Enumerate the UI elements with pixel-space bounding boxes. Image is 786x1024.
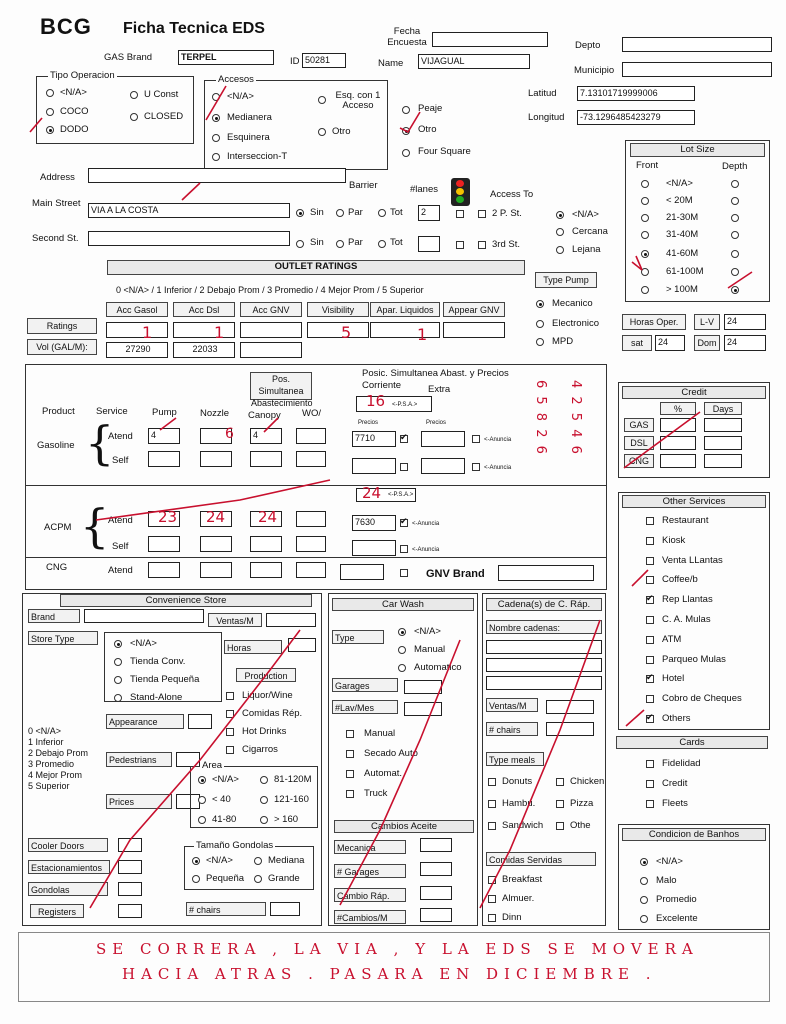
service-label: Restaurant (662, 515, 709, 526)
carwash-manual-label: Manual (414, 644, 446, 655)
outlet-col-header: Appear GNV (443, 302, 505, 317)
outlet-col-header: Acc Gasol (106, 302, 168, 317)
stroke-coffee-check (632, 570, 648, 586)
bcg-logo: BCG (40, 14, 92, 39)
tipo-coco-label: COCO (60, 106, 89, 117)
precios2-label: Precios (426, 420, 447, 426)
latitud-field[interactable]: 7.13101719999006 (577, 86, 695, 101)
meal-label: Pizza (570, 798, 594, 809)
dom-field[interactable]: 24 (724, 335, 766, 351)
hand-psa1: 16 (366, 392, 386, 410)
hand-acpm-pump: 23 (158, 508, 178, 526)
store-brand-label: Brand (28, 609, 80, 623)
store-prices-label: Prices (106, 794, 172, 809)
stroke-lot-1 (632, 256, 642, 270)
horas-oper-label: Horas Oper. (622, 314, 686, 330)
psa-label: <-P.S.A.> (392, 402, 418, 408)
stroke-store-diag (90, 630, 303, 908)
stroke-lot-2 (728, 272, 752, 288)
ngarages-label: # Garages (334, 864, 406, 878)
id-label: ID (290, 56, 300, 67)
tipo-closed-label: CLOSED (144, 111, 184, 122)
ncambios-label: #Cambios/M (334, 910, 406, 924)
store-type-na-label: <N/A> (130, 638, 157, 649)
meal-label: Chicken (570, 776, 605, 787)
tamano-pequena-label: Pequeña (206, 873, 245, 884)
hand-rating-visibility: 5 (341, 323, 352, 342)
cambios-aceite-title: Cambios Aceite (334, 820, 474, 833)
lot-front-label: Front (636, 160, 659, 171)
pump-mpd-label: MPD (552, 336, 574, 347)
hand-side-col1: 6 5 8 2 6 (533, 380, 548, 456)
depto-label: Depto (575, 40, 601, 51)
barrier1-sin-label: Sin (310, 207, 324, 218)
pump-electronico-label: Electronico (552, 318, 599, 329)
type-meals-label: Type meals (486, 752, 544, 766)
banos-label: <N/A> (656, 856, 683, 867)
four-square-label: Four Square (418, 146, 471, 157)
stroke-main-street (182, 183, 200, 200)
service-col-label: Service (96, 406, 128, 417)
tamano-grande-label: Grande (268, 873, 300, 884)
pump-col-label: Pump (152, 407, 177, 418)
hand-rating-gasol: 1 (142, 323, 153, 342)
outlet-col-header: Acc GNV (240, 302, 302, 317)
cng-label: CNG (46, 562, 68, 573)
acpm-anuncia-label: <-Anuncia (412, 521, 440, 527)
main-street-field[interactable]: VIA A LA COSTA (88, 203, 290, 218)
product-col-label: Product (42, 406, 75, 417)
canopy-col-label: Canopy (248, 410, 281, 421)
gas-self-label: Self (112, 455, 129, 466)
meal-label: Hambu. (502, 798, 536, 809)
cng-atend-label: Atend (108, 565, 133, 576)
meal-label: Othe (570, 820, 591, 831)
store-type-stand-label: Stand-Alone (130, 692, 183, 703)
banos-label: Excelente (656, 913, 698, 924)
lot-size-title: Lot Size (630, 143, 765, 157)
access-to-label: Access To (490, 189, 534, 200)
stroke-carwash-diag (340, 640, 460, 905)
barrier1-tot-label: Tot (390, 207, 403, 218)
pos-simultanea-label: Pos. Simultanea Abastecimiento (251, 374, 313, 408)
longitud-field[interactable]: -73.1296485423279 (577, 110, 695, 125)
cadena-ventas-label: Ventas/M (486, 698, 538, 712)
banos-label: Promedio (656, 894, 697, 905)
cards-title: Cards (616, 736, 768, 749)
store-chairs-label: # chairs (186, 902, 266, 916)
latitud-label: Latitud (528, 88, 557, 99)
address-label: Address (40, 172, 75, 183)
outlet-col-header: Visibility (307, 302, 369, 317)
store-product-label: Liquor/Wine (242, 690, 293, 701)
credit-pct-label: % (660, 402, 696, 415)
mecanica-label: Mecanica (334, 840, 406, 854)
pos-simultanea2-label: Posic. Simultanea Abast. y Precios (362, 368, 509, 379)
nombre-cadenas-label: Nombre cadenas: (486, 620, 602, 634)
acpm-label: ACPM (44, 522, 72, 533)
stroke-acpm-diag (96, 480, 330, 520)
carwash-garages-label: Garages (332, 678, 398, 692)
access-lejana-label: Lejana (572, 244, 601, 255)
stroke-others-check (626, 710, 644, 726)
credit-row-label: GAS (624, 418, 654, 432)
almuer-label: Almuer. (502, 893, 535, 904)
type-pump-label: Type Pump (535, 272, 597, 288)
lot-size-option: <N/A> (666, 178, 693, 189)
area-81-label: 81-120M (274, 774, 312, 785)
stroke-dodo-check (30, 118, 42, 132)
store-type-peq-label: Tienda Pequeña (130, 674, 200, 685)
stroke-credit-diag (624, 412, 700, 468)
tamano-gondolas-label: Tamaño Gondolas (196, 840, 274, 851)
longitud-label: Longitud (528, 112, 565, 123)
store-scale-2: 2 Debajo Prom (28, 748, 89, 758)
sat-label: sat (622, 335, 652, 351)
acpm-price-corriente[interactable]: 7630 (352, 515, 396, 531)
service-label: ATM (662, 633, 682, 645)
ratings-label: Ratings (27, 318, 97, 334)
wo-col-label: WO/ (302, 408, 321, 419)
card-label: Credit (662, 778, 688, 789)
name-field[interactable]: VIJAGUAL (418, 54, 530, 69)
store-pedestrians-label: Pedestrians (106, 752, 172, 767)
lanes1-field[interactable]: 2 (418, 205, 440, 221)
meal-label: Donuts (502, 776, 533, 787)
extra-label: Extra (428, 384, 451, 395)
accesos-na-label: <N/A> (227, 91, 254, 102)
store-type-label: Store Type (28, 631, 98, 645)
p2-label: 2 P. St. (492, 208, 522, 219)
cambio-rap-label: Cambio Ráp. (334, 888, 406, 902)
lot-size-option: 61-100M (666, 266, 704, 277)
accesos-intersec-label: Interseccion-T (227, 151, 288, 162)
carwash-check-label: Secado Auto (364, 748, 418, 759)
service-label: Venta LLantas (662, 554, 723, 566)
hand-side-col2: 4 2 5 4 6 (568, 380, 583, 456)
peaje-otro-label: Otro (418, 124, 437, 135)
hand-rating-dsl: 1 (214, 323, 225, 342)
accesos-medianera-label: Medianera (227, 112, 272, 123)
municipio-label: Municipio (574, 65, 615, 76)
tipo-operacion-label: Tipo Operacion (50, 70, 115, 81)
store-scale-5: 5 Superior (28, 781, 70, 791)
carwash-lav-label: #Lav/Mes (332, 700, 398, 714)
accesos-label: Accesos (218, 74, 254, 85)
service-label: Kiosk (662, 534, 686, 546)
vol-label: Vol (GAL/M): (27, 339, 97, 355)
store-scale-3: 3 Promedio (28, 759, 75, 769)
accesos-esquinera-label: Esquinera (227, 132, 270, 143)
hand-acpm-nozzle: 24 (206, 508, 226, 526)
lot-size-option: < 20M (666, 195, 693, 206)
gas-self-anuncia-label: <-Anuncia (484, 465, 512, 471)
carwash-check-label: Manual (364, 728, 396, 739)
barrier2-par-label: Par (348, 237, 363, 248)
stroke-pump (160, 418, 176, 430)
tipo-dodo-label: DODO (60, 124, 89, 135)
hand-psa2: 24 (362, 484, 382, 502)
acpm-self-anuncia-label: <-Anuncia (412, 547, 440, 553)
access-na-label: <N/A> (572, 209, 599, 220)
outlet-col-header: Apar. Liquidos (370, 302, 440, 317)
carwash-check-label: Automat. (364, 768, 403, 779)
other-services-title: Other Services (622, 495, 766, 508)
gondolas-label: Gondolas (28, 882, 108, 896)
store-ventas-label: Ventas/M (208, 613, 262, 627)
dom-label: Dom (694, 335, 720, 351)
p3-label: 3rd St. (492, 239, 520, 250)
gasoline-label: Gasoline (37, 440, 75, 451)
lot-size-option: 31-40M (666, 229, 699, 240)
hand-gas-nozzle: 6 (225, 426, 234, 442)
gas-price-corriente[interactable]: 7710 (352, 431, 396, 447)
outlet-ratings-title: OUTLET RATINGS (107, 260, 525, 275)
gasoline-brace: { (85, 416, 115, 470)
banos-title: Condicion de Banhos (622, 828, 766, 841)
area-4180-label: 41-80 (212, 814, 237, 825)
acpm-self-label: Self (112, 541, 129, 552)
accesos-esq-label: Esq. con 1 Acceso (335, 90, 381, 111)
access-cercana-label: Cercana (572, 226, 608, 237)
lot-depth-label: Depth (722, 161, 748, 172)
fecha-label: Fecha Encuesta (387, 26, 427, 48)
card-label: Fleets (662, 798, 688, 809)
credit-title: Credit (622, 386, 766, 399)
comidas-servidas-label: Comidas Servidas (486, 852, 596, 866)
area-40-label: < 40 (212, 794, 231, 805)
meal-label: Sandwich (502, 820, 544, 831)
lot-size-option: 21-30M (666, 212, 699, 223)
barrier-label: Barrier (349, 180, 378, 191)
outlet-scale-legend: 0 <N/A> / 1 Inferior / 2 Debajo Prom / 3 Promedio / 4 Mejor Prom / 5 Superior (116, 285, 424, 295)
acpm-atend-label: Atend (108, 515, 133, 526)
area-160-label: > 160 (274, 814, 299, 825)
credit-row-label: CNG (624, 454, 654, 468)
service-label: Parqueo Mulas (662, 653, 726, 665)
stroke-canopy (264, 418, 278, 432)
lot-size-option: > 100M (666, 284, 698, 295)
card-label: Fidelidad (662, 758, 701, 769)
estacionamientos-label: Estacionamientos (28, 860, 110, 874)
name-label: Name (378, 58, 404, 69)
carwash-na-label: <N/A> (414, 626, 441, 637)
breakfast-label: Breakfast (502, 874, 543, 885)
gas-canopy-atend[interactable]: 4 (250, 428, 282, 444)
barrier1-par-label: Par (348, 207, 363, 218)
gas-anuncia-label: <-Anuncia (484, 437, 512, 443)
store-appearance-label: Appearance (106, 714, 184, 729)
store-product-label: Cigarros (242, 744, 278, 755)
service-label: Others (662, 713, 691, 724)
store-product-label: Hot Drinks (242, 726, 287, 737)
area-121-label: 121-160 (274, 794, 309, 805)
store-area-label: Area (202, 760, 223, 771)
note-line-1: SE CORRERA , LA VIA , Y LA EDS SE MOVERA (96, 940, 699, 958)
area-na-label: <N/A> (212, 774, 239, 785)
credit-days-label: Days (704, 402, 742, 415)
cadena-chairs-label: # chairs (486, 722, 538, 736)
store-type-conv-label: Tienda Conv. (130, 656, 186, 667)
sat-field[interactable]: 24 (655, 335, 685, 351)
store-horas-label: Horas (224, 640, 282, 654)
service-label: Cobro de Cheques (662, 693, 742, 705)
hand-rating-liquidos: 1 (417, 325, 428, 344)
service-label: Hotel (662, 673, 685, 685)
store-production-label: Production (236, 668, 296, 682)
gas-brand-field[interactable]: TERPEL (178, 50, 274, 65)
store-title: Convenience Store (60, 594, 312, 607)
gas-brand-label: GAS Brand (104, 52, 153, 63)
corriente-label: Corriente (362, 380, 402, 391)
service-label: C. A. Mulas (662, 614, 711, 625)
vol-gasol-field[interactable]: 27290 (106, 342, 168, 358)
main-street-label: Main Street (32, 198, 81, 209)
nozzle-col-label: Nozzle (200, 408, 230, 419)
lanes-label: #lanes (410, 184, 438, 195)
acpm-psa-label: <-P.S.A.> (388, 492, 414, 498)
page-title: Ficha Tecnica EDS (123, 20, 265, 37)
barrier2-tot-label: Tot (390, 237, 403, 248)
service-label: Rep Llantas (662, 594, 713, 606)
acpm-brace: { (80, 499, 110, 553)
carwash-type-label: Type (332, 630, 384, 644)
registers-label: Registers (30, 904, 84, 918)
precios1-label: Precios (358, 420, 379, 426)
barrier2-sin-label: Sin (310, 237, 324, 248)
cadena-title: Cadena(s) de C. Ráp. (486, 598, 602, 611)
dinn-label: Dinn (502, 912, 522, 923)
car-wash-title: Car Wash (332, 598, 474, 611)
gas-pump-atend[interactable]: 4 (148, 428, 180, 444)
second-street-label: Second St. (32, 233, 79, 244)
gnv-brand-label: GNV Brand (426, 568, 485, 580)
store-scale-0: 0 <N/A> (28, 726, 62, 736)
cooler-doors-label: Cooler Doors (28, 838, 108, 852)
outlet-col-header: Acc Dsl (173, 302, 235, 317)
carwash-check-label: Truck (364, 788, 388, 799)
peaje-label: Peaje (418, 103, 443, 114)
store-scale-4: 4 Mejor Prom (28, 770, 83, 780)
lv-field[interactable]: 24 (724, 314, 766, 330)
id-field[interactable]: 50281 (302, 53, 346, 68)
store-scale-1: 1 Inferior (28, 737, 64, 747)
tamano-na-label: <N/A> (206, 855, 233, 866)
tipo-na-label: <N/A> (60, 87, 87, 98)
tipo-uconst-label: U Const (144, 89, 179, 100)
stroke-cadena-diag (480, 620, 600, 908)
banos-label: Malo (656, 875, 677, 886)
lv-label: L-V (694, 314, 720, 330)
tamano-mediana-label: Mediana (268, 855, 305, 866)
stroke-peaje-check (400, 112, 420, 132)
accesos-otro-label: Otro (332, 126, 351, 137)
hand-acpm-canopy: 24 (258, 508, 278, 526)
service-label: Coffee/b (662, 574, 698, 586)
lot-size-option: 41-60M (666, 248, 699, 259)
vol-dsl-field[interactable]: 22033 (173, 342, 235, 358)
note-line-2: HACIA ATRAS . PASARA EN DICIEMBRE . (122, 965, 657, 983)
pump-mecanico-label: Mecanico (552, 298, 593, 309)
gas-atend-label: Atend (108, 431, 133, 442)
carwash-auto-label: Automatico (414, 662, 462, 673)
store-product-label: Comidas Rép. (242, 708, 303, 719)
stroke-accesos-check (206, 86, 226, 120)
credit-row-label: DSL (624, 436, 654, 450)
